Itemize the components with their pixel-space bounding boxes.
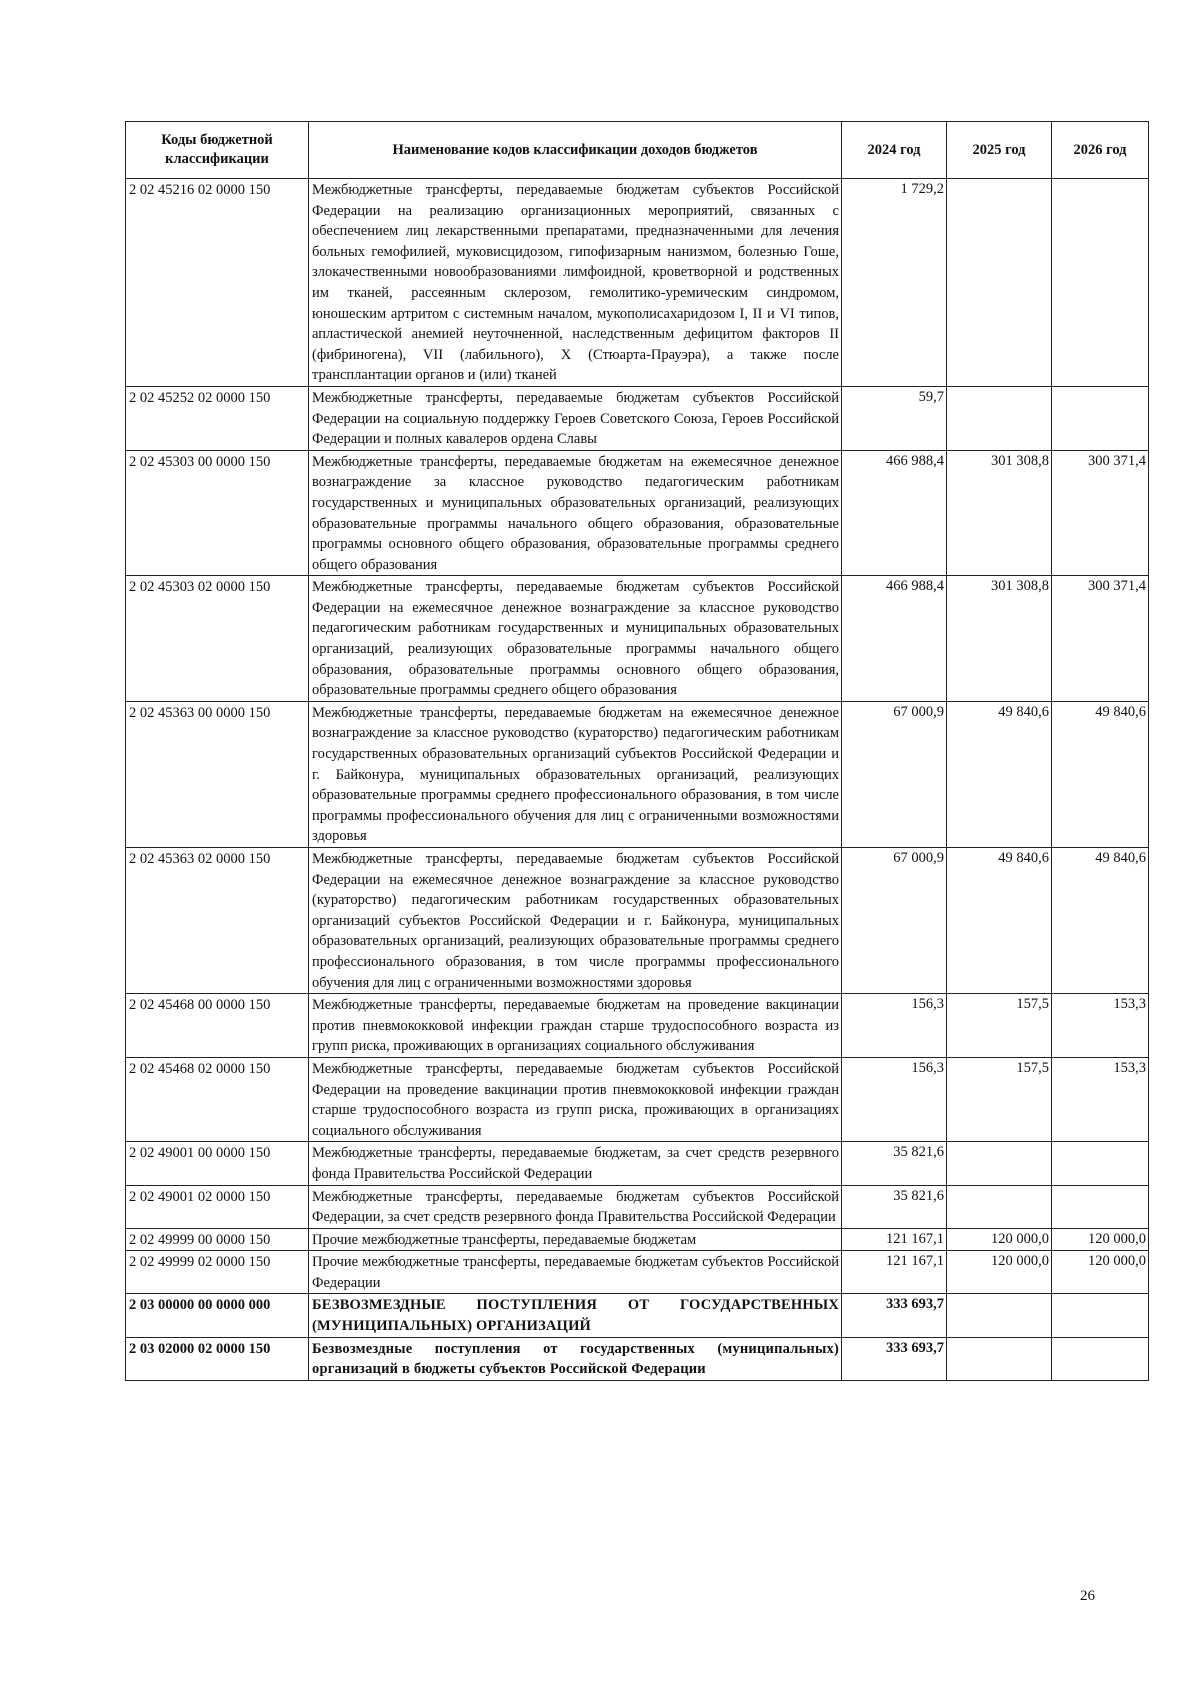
table-row — [126, 1251, 1149, 1294]
value-2026-cell: 49 840,6 — [1052, 701, 1149, 847]
value-2025-cell: 157,5 — [947, 1057, 1052, 1141]
name-cell: БЕЗВОЗМЕЗДНЫЕ ПОСТУПЛЕНИЯ ОТ ГОСУДАРСТВЕННЫХ (МУНИЦИПАЛЬНЫХ) ОРГАНИЗАЦИЙ — [309, 1294, 842, 1337]
value-2024-cell: 121 167,1 — [842, 1251, 947, 1294]
table-header-row — [126, 122, 1149, 179]
code-cell: 2 02 49999 00 0000 150 — [126, 1228, 309, 1251]
code-cell: 2 02 45303 02 0000 150 — [126, 576, 309, 702]
value-2025-cell: 120 000,0 — [947, 1251, 1052, 1294]
value-2025-cell: 49 840,6 — [947, 701, 1052, 847]
code-cell: 2 02 49999 02 0000 150 — [126, 1251, 309, 1294]
code-cell: 2 03 00000 00 0000 000 — [126, 1294, 309, 1337]
page-number: 26 — [1080, 1588, 1095, 1604]
value-2026-cell: 153,3 — [1052, 1057, 1149, 1141]
name-cell: Межбюджетные трансферты, передаваемые бюджетам субъектов Российской Федерации на реализацию организационных мероприятий, связанных с обеспечением лиц лекарственными препаратами, предназначенными для лечения больных гемофилией, муковисцидозом, гипофизарным нанизмом, болезнью Гоше, злокачественными новообразованиями лимфоидной, кроветворной и родственных им тканей, рассеянным склерозом, гемолитико-уремическим синдромом, юношеским артритом с системным началом, мукополисахаридозом I, II и VI типов, апластической анемией неуточненной, наследственным дефицитом факторов II (фибриногена), VII (лабильного), X (Стюарта-Прауэра), а также после трансплантации органов и (или) тканей — [309, 179, 842, 387]
value-2024-cell: 67 000,9 — [842, 848, 947, 994]
table-row — [126, 179, 1149, 387]
value-2024-cell: 35 821,6 — [842, 1185, 947, 1228]
value-2026-cell: 120 000,0 — [1052, 1251, 1149, 1294]
value-2024-cell: 333 693,7 — [842, 1294, 947, 1337]
table-row — [126, 848, 1149, 994]
table-row — [126, 1142, 1149, 1185]
value-2026-cell: 300 371,4 — [1052, 450, 1149, 576]
value-2026-cell — [1052, 386, 1149, 450]
name-cell: Межбюджетные трансферты, передаваемые бюджетам на ежемесячное денежное вознаграждение за классное руководство педагогическим работникам государственных и муниципальных образовательных организаций, реализующих образовательные программы начального общего образования, образовательные программы основного общего образования, образовательные программы среднего общего образования — [309, 450, 842, 576]
table-row — [126, 1337, 1149, 1380]
value-2026-cell: 153,3 — [1052, 994, 1149, 1058]
header-code: Коды бюджетной классификации — [126, 122, 309, 179]
name-cell: Межбюджетные трансферты, передаваемые бюджетам субъектов Российской Федерации на социальную поддержку Героев Советского Союза, Героев Российской Федерации и полных кавалеров ордена Славы — [309, 386, 842, 450]
value-2025-cell — [947, 1294, 1052, 1337]
table-row — [126, 1294, 1149, 1337]
value-2025-cell: 120 000,0 — [947, 1228, 1052, 1251]
table-row — [126, 701, 1149, 847]
value-2026-cell — [1052, 1294, 1149, 1337]
value-2025-cell — [947, 386, 1052, 450]
name-cell: Межбюджетные трансферты, передаваемые бюджетам субъектов Российской Федерации на проведение вакцинации против пневмококковой инфекции граждан старше трудоспособного возраста из групп риска, проживающих в организациях социального обслуживания — [309, 1057, 842, 1141]
value-2024-cell: 67 000,9 — [842, 701, 947, 847]
code-cell: 2 02 45252 02 0000 150 — [126, 386, 309, 450]
code-cell: 2 02 49001 00 0000 150 — [126, 1142, 309, 1185]
name-cell: Прочие межбюджетные трансферты, передаваемые бюджетам — [309, 1228, 842, 1251]
name-cell: Межбюджетные трансферты, передаваемые бюджетам на проведение вакцинации против пневмококковой инфекции граждан старше трудоспособного возраста из групп риска, проживающих в организациях социального обслуживания — [309, 994, 842, 1058]
name-cell: Межбюджетные трансферты, передаваемые бюджетам субъектов Российской Федерации, за счет средств резервного фонда Правительства Российской Федерации — [309, 1185, 842, 1228]
budget-revenue-table — [125, 121, 1149, 1381]
value-2024-cell: 1 729,2 — [842, 179, 947, 387]
table-row — [126, 386, 1149, 450]
value-2026-cell: 49 840,6 — [1052, 848, 1149, 994]
header-name: Наименование кодов классификации доходов бюджетов — [309, 122, 842, 179]
header-2024: 2024 год — [842, 122, 947, 179]
table-row — [126, 576, 1149, 702]
name-cell: Межбюджетные трансферты, передаваемые бюджетам на ежемесячное денежное вознаграждение за классное руководство (кураторство) педагогическим работникам государственных образовательных организаций субъектов Российской Федерации и г. Байконура, муниципальных образовательных организаций, реализующих образовательные программы среднего профессионального образования, в том числе программы профессионального обучения для лиц с ограниченными возможностями здоровья — [309, 701, 842, 847]
value-2024-cell: 156,3 — [842, 1057, 947, 1141]
code-cell: 2 02 45216 02 0000 150 — [126, 179, 309, 387]
value-2025-cell — [947, 1142, 1052, 1185]
code-cell: 2 03 02000 02 0000 150 — [126, 1337, 309, 1380]
header-2025: 2025 год — [947, 122, 1052, 179]
code-cell: 2 02 45303 00 0000 150 — [126, 450, 309, 576]
value-2025-cell: 301 308,8 — [947, 576, 1052, 702]
table-body — [126, 179, 1149, 1381]
value-2025-cell — [947, 1185, 1052, 1228]
value-2025-cell — [947, 1337, 1052, 1380]
value-2025-cell: 157,5 — [947, 994, 1052, 1058]
value-2026-cell — [1052, 1142, 1149, 1185]
value-2024-cell: 121 167,1 — [842, 1228, 947, 1251]
value-2026-cell — [1052, 1185, 1149, 1228]
name-cell: Межбюджетные трансферты, передаваемые бюджетам субъектов Российской Федерации на ежемесячное денежное вознаграждение за классное руководство педагогическим работникам государственных и муниципальных образовательных организаций, реализующих образовательные программы начального общего образования, образовательные программы основного общего образования, образовательные программы среднего общего образования — [309, 576, 842, 702]
code-cell: 2 02 45363 02 0000 150 — [126, 848, 309, 994]
name-cell: Межбюджетные трансферты, передаваемые бюджетам, за счет средств резервного фонда Правительства Российской Федерации — [309, 1142, 842, 1185]
value-2025-cell: 49 840,6 — [947, 848, 1052, 994]
value-2024-cell: 35 821,6 — [842, 1142, 947, 1185]
name-cell: Прочие межбюджетные трансферты, передаваемые бюджетам субъектов Российской Федерации — [309, 1251, 842, 1294]
value-2025-cell — [947, 179, 1052, 387]
value-2026-cell — [1052, 179, 1149, 387]
code-cell: 2 02 45468 00 0000 150 — [126, 994, 309, 1058]
table-row — [126, 1057, 1149, 1141]
table-row — [126, 1228, 1149, 1251]
value-2026-cell: 300 371,4 — [1052, 576, 1149, 702]
value-2024-cell: 333 693,7 — [842, 1337, 947, 1380]
value-2025-cell: 301 308,8 — [947, 450, 1052, 576]
table-row — [126, 994, 1149, 1058]
value-2026-cell — [1052, 1337, 1149, 1380]
value-2024-cell: 59,7 — [842, 386, 947, 450]
code-cell: 2 02 45468 02 0000 150 — [126, 1057, 309, 1141]
table-row — [126, 450, 1149, 576]
name-cell: Безвозмездные поступления от государственных (муниципальных) организаций в бюджеты субъектов Российской Федерации — [309, 1337, 842, 1380]
code-cell: 2 02 45363 00 0000 150 — [126, 701, 309, 847]
value-2024-cell: 466 988,4 — [842, 576, 947, 702]
value-2024-cell: 466 988,4 — [842, 450, 947, 576]
header-2026: 2026 год — [1052, 122, 1149, 179]
value-2024-cell: 156,3 — [842, 994, 947, 1058]
code-cell: 2 02 49001 02 0000 150 — [126, 1185, 309, 1228]
table-row — [126, 1185, 1149, 1228]
name-cell: Межбюджетные трансферты, передаваемые бюджетам субъектов Российской Федерации на ежемесячное денежное вознаграждение за классное руководство (кураторство) педагогическим работникам государственных образовательных организаций субъектов Российской Федерации и г. Байконура, муниципальных образовательных организаций, реализующих образовательные программы среднего профессионального образования, в том числе программы профессионального обучения для лиц с ограниченными возможностями здоровья — [309, 848, 842, 994]
value-2026-cell: 120 000,0 — [1052, 1228, 1149, 1251]
